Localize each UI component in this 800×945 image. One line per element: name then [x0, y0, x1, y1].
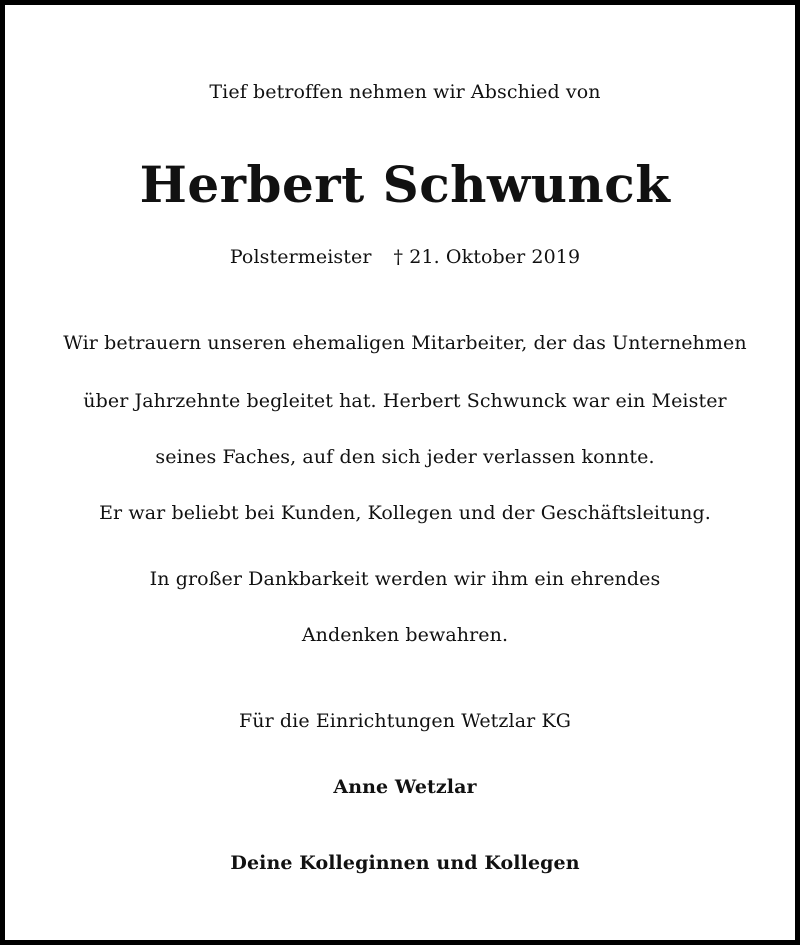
signature-person: Anne Wetzlar — [333, 776, 477, 798]
signature-group: Deine Kolleginnen und Kollegen — [230, 852, 580, 874]
body-line: Er war beliebt bei Kunden, Kollegen und der Geschäftsleitung. — [99, 502, 711, 524]
deceased-name: Herbert Schwunck — [139, 155, 671, 214]
cross-icon: † — [393, 246, 404, 268]
body-line: Andenken bewahren. — [301, 624, 509, 646]
signature-organization: Für die Einrichtungen Wetzlar KG — [238, 710, 572, 732]
death-date: 21. Oktober 2019 — [409, 246, 581, 268]
deceased-details — [5, 246, 800, 268]
occupation: Polstermeister — [229, 246, 372, 268]
intro-text: Tief betroffen nehmen wir Abschied von — [209, 81, 601, 103]
body-line: Wir betrauern unseren ehemaligen Mitarbeiter, der das Unternehmen — [63, 332, 747, 354]
body-line: seines Faches, auf den sich jeder verlassen konnte. — [155, 446, 655, 468]
body-line: In großer Dankbarkeit werden wir ihm ein ehrendes — [149, 568, 661, 590]
body-line: über Jahrzehnte begleitet hat. Herbert Schwunck war ein Meister — [83, 390, 727, 412]
